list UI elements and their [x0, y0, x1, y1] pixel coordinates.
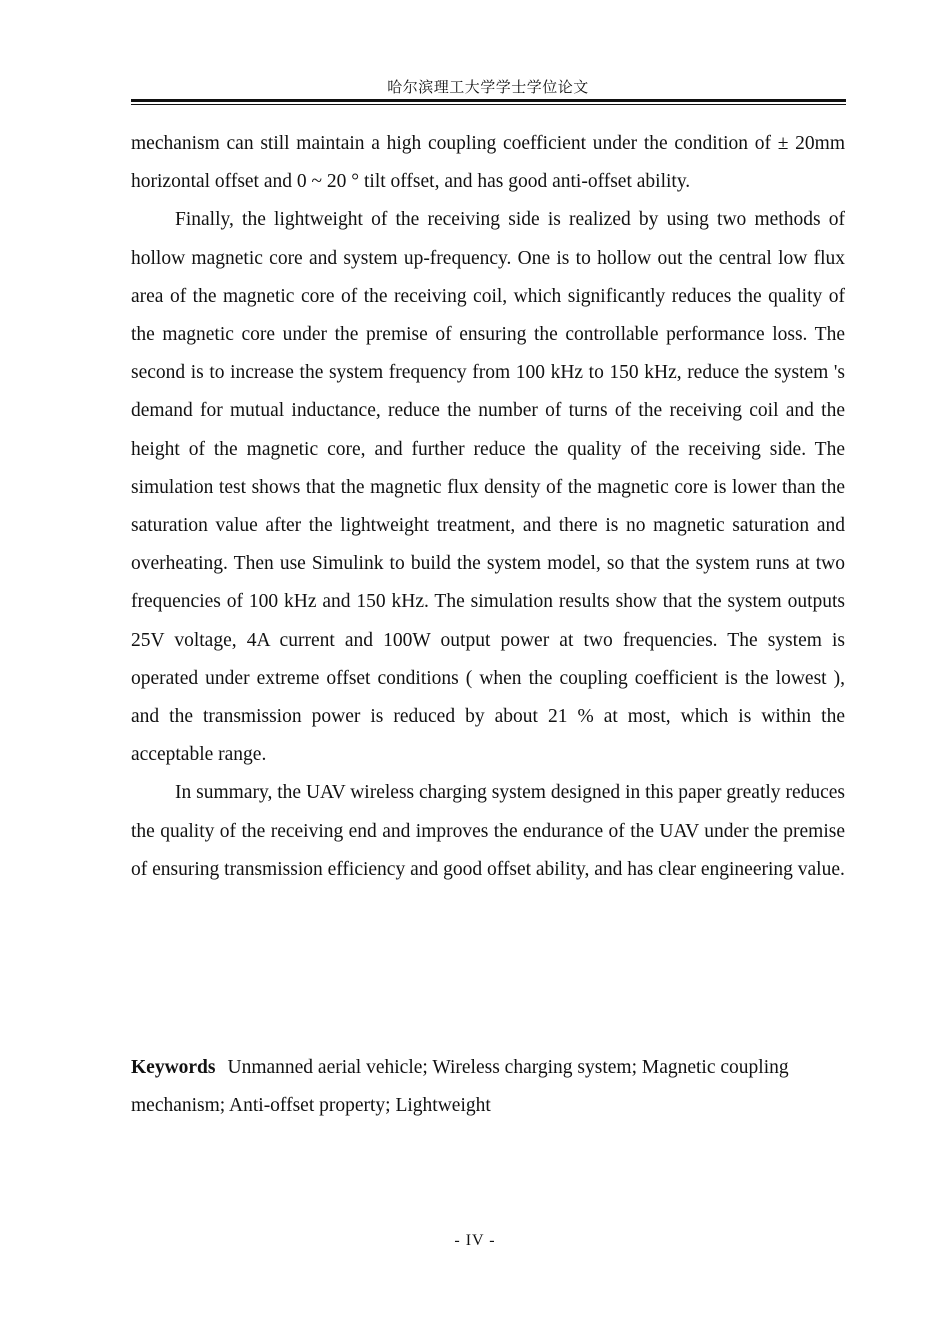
header-rule-thin — [131, 104, 846, 105]
abstract-body — [131, 125, 845, 889]
paragraph-continuation: mechanism can still maintain a high coupling coefficient under the condition of ± 20mm horizontal offset and 0 ~ 20 ° tilt offset, and has good anti-offset ability. — [131, 133, 845, 193]
paragraph-summary: In summary, the UAV wireless charging system designed in this paper greatly reduces the quality of the receiving end and improves the endurance of the UAV under the premise of ensuring transmission efficiency and good offset ability, and has clear engineering value. — [131, 782, 845, 880]
header-rule-thick — [131, 99, 846, 102]
paragraph-lightweight: Finally, the lightweight of the receiving side is realized by using two methods of hollow magnetic core and system up-frequency. One is to hollow out the central low flux area of the magnetic core of the receiving coil, which significantly reduces the quality of the magnetic core under the premise of ensuring the controllable performance loss. The second is to increase the system frequency from 100 kHz to 150 kHz, reduce the system 's demand for mutual inductance, reduce the number of turns of the receiving coil and the height of the magnetic core, and further reduce the quality of the receiving side. The simulation test shows that the magnetic flux density of the magnetic core is lower than the saturation value after the lightweight treatment, and there is no magnetic saturation and overheating. Then use Simulink to build the system model, so that the system runs at two frequencies of 100 kHz and 150 kHz. The simulation results show that the system outputs 25V voltage, 4A current and 100W output power at two frequencies. The system is operated under extreme offset conditions ( when the coupling coefficient is the lowest ), and the transmission power is reduced by about 21 % at most, which is within the acceptable range. — [131, 209, 845, 766]
keywords-text: Unmanned aerial vehicle; Wireless charging system; Magnetic coupling mechanism; Anti-offset property; Lightweight — [131, 1057, 789, 1117]
page-number: - IV - — [454, 1232, 496, 1249]
keywords-block — [131, 1049, 845, 1125]
running-header: 哈尔滨理工大学学士学位论文 — [387, 80, 589, 96]
keywords-label: Keywords — [131, 1057, 216, 1078]
